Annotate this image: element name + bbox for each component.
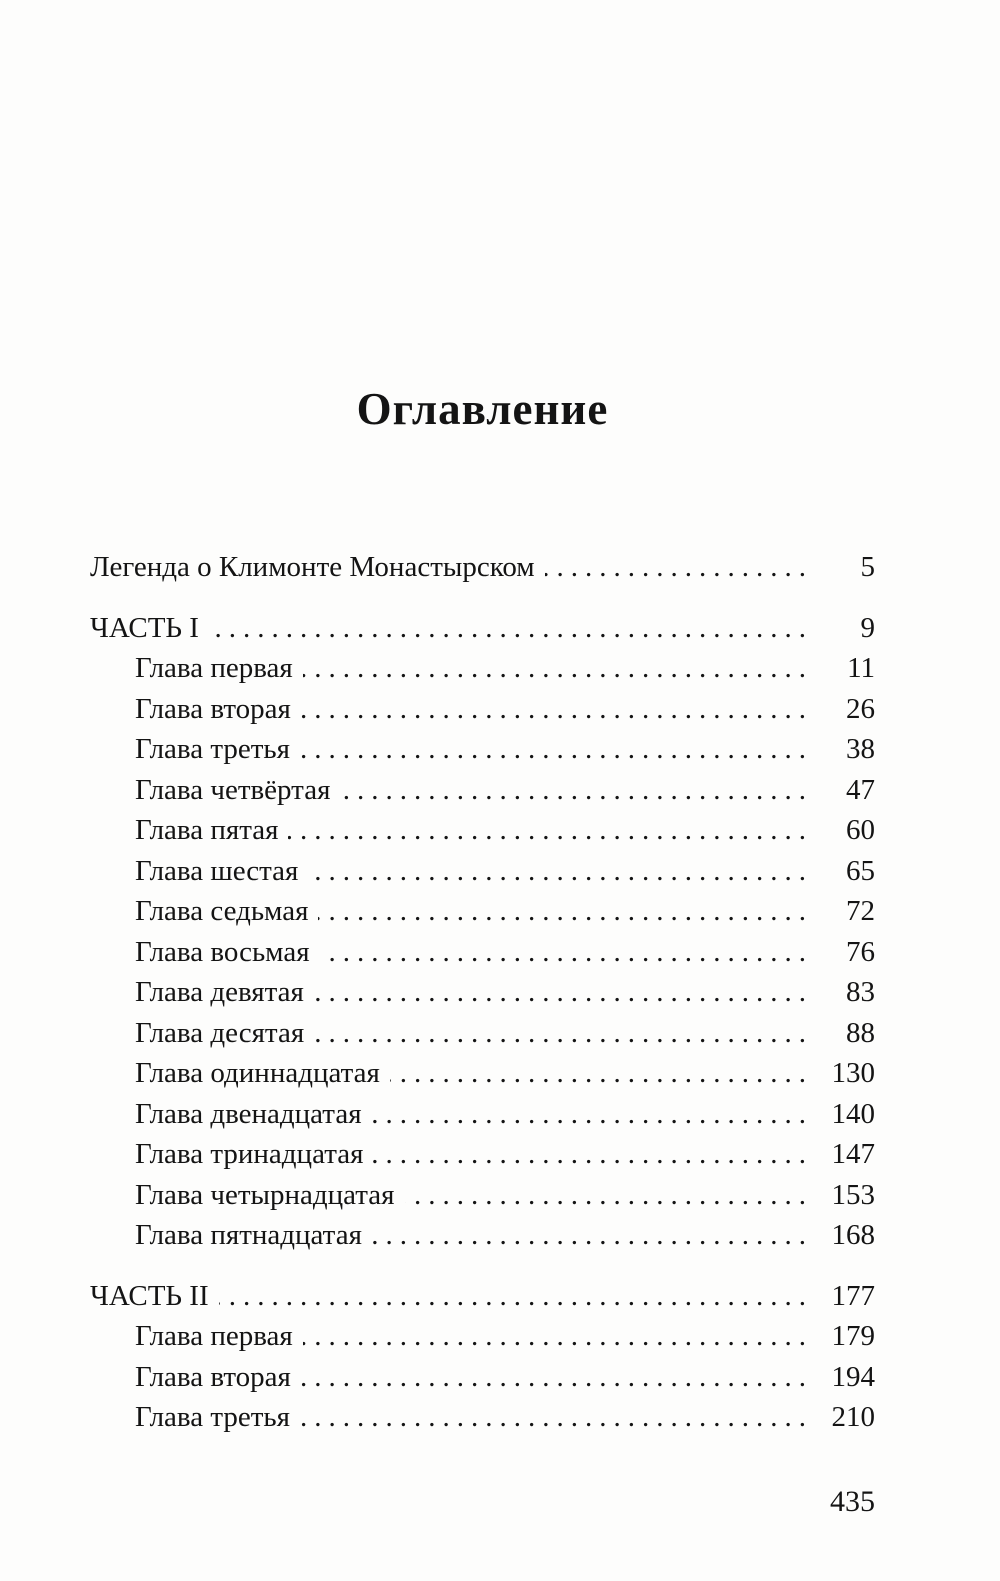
toc-entry-page: 194 [831,1360,875,1393]
toc-entry [90,1357,875,1398]
toc-entry-page: 26 [846,692,875,725]
dot-leader [318,891,813,932]
folio-page-number: 435 [830,1484,875,1518]
toc-entry-label: Глава тринадцатая [135,1138,364,1170]
toc-entry-label: Глава пятая [135,814,279,846]
dot-leader [209,608,813,649]
page-title: Оглавление [356,384,609,434]
toc-entry-page: 5 [860,551,875,583]
toc-entry-page: 153 [831,1178,875,1211]
dot-leader [301,1357,813,1398]
toc-entry [90,810,875,851]
dot-leader [390,1053,813,1094]
toc-entry-page: 38 [846,733,875,765]
toc-entry-page: 9 [860,611,875,644]
dot-leader [303,648,813,689]
toc-entry-page: 72 [846,895,875,927]
toc-entry-label: Глава вторая [135,1360,291,1393]
toc-entry-page: 76 [846,935,875,968]
toc-entry [90,1276,875,1317]
dot-leader [314,1013,813,1054]
dot-leader [288,810,813,851]
dot-leader [314,972,813,1013]
toc-entry [90,1013,875,1054]
toc-list [90,547,875,1438]
toc-entry-label: Глава двенадцатая [135,1097,362,1130]
toc-entry [90,770,875,811]
toc-entry-label: Глава седьмая [135,895,309,927]
toc-entry-page: 130 [831,1057,875,1089]
toc-entry-label: Глава вторая [135,692,291,725]
toc-entry-label: Глава пятнадцатая [135,1219,362,1251]
toc-entry-label: Глава одиннадцатая [135,1057,380,1089]
toc-entry-page: 210 [831,1401,875,1433]
toc-entry [90,891,875,932]
dot-leader [219,1276,813,1317]
toc-entry-page: 147 [831,1138,875,1170]
toc-entry [90,972,875,1013]
toc-entry-page: 179 [831,1320,875,1352]
toc-entry-page: 168 [831,1219,875,1251]
toc-entry-label: Глава десятая [135,1016,305,1049]
dot-leader [372,1215,813,1256]
toc-entry-label: ЧАСТЬ II [90,1279,209,1312]
toc-entry-page: 88 [846,1016,875,1049]
toc-entry-label: Глава третья [135,1401,290,1433]
toc-entry [90,547,875,588]
toc-entry [90,851,875,892]
toc-entry-page: 83 [846,976,875,1008]
dot-leader [545,547,813,588]
dot-leader [373,1134,813,1175]
toc-entry [90,1175,875,1216]
toc-entry-label: ЧАСТЬ I [90,611,199,644]
dot-leader [303,1316,813,1357]
toc-entry [90,689,875,730]
toc-entry [90,1094,875,1135]
toc-entry [90,1134,875,1175]
toc-entry-page: 177 [831,1279,875,1312]
toc-entry-page: 60 [846,814,875,846]
toc-entry-page: 11 [847,652,875,684]
toc-entry-label: Глава шестая [135,854,299,887]
dot-leader [340,770,813,811]
toc-entry-label: Глава девятая [135,976,304,1008]
toc-entry-label: Глава третья [135,733,290,765]
toc-entry-page: 47 [846,773,875,806]
dot-leader [308,851,813,892]
toc-entry-label: Глава восьмая [135,935,310,968]
dot-leader [372,1094,813,1135]
toc-entry-label: Легенда о Климонте Монастырском [90,551,535,583]
toc-entry [90,648,875,689]
toc-entry-page: 65 [846,854,875,887]
dot-leader [300,1397,813,1438]
toc-entry-label: Глава четвёртая [135,773,331,806]
dot-leader [300,729,813,770]
toc-entry [90,729,875,770]
toc-entry-page: 140 [831,1097,875,1130]
toc-entry [90,1053,875,1094]
toc-entry [90,1397,875,1438]
toc-entry [90,1215,875,1256]
dot-leader [405,1175,814,1216]
toc-entry-label: Глава первая [135,1320,293,1352]
toc-entry [90,1316,875,1357]
toc-entry-label: Глава первая [135,652,293,684]
toc-entry [90,608,875,649]
dot-leader [320,932,813,973]
toc-entry [90,932,875,973]
toc-entry-label: Глава четырнадцатая [135,1178,395,1211]
dot-leader [301,689,813,730]
